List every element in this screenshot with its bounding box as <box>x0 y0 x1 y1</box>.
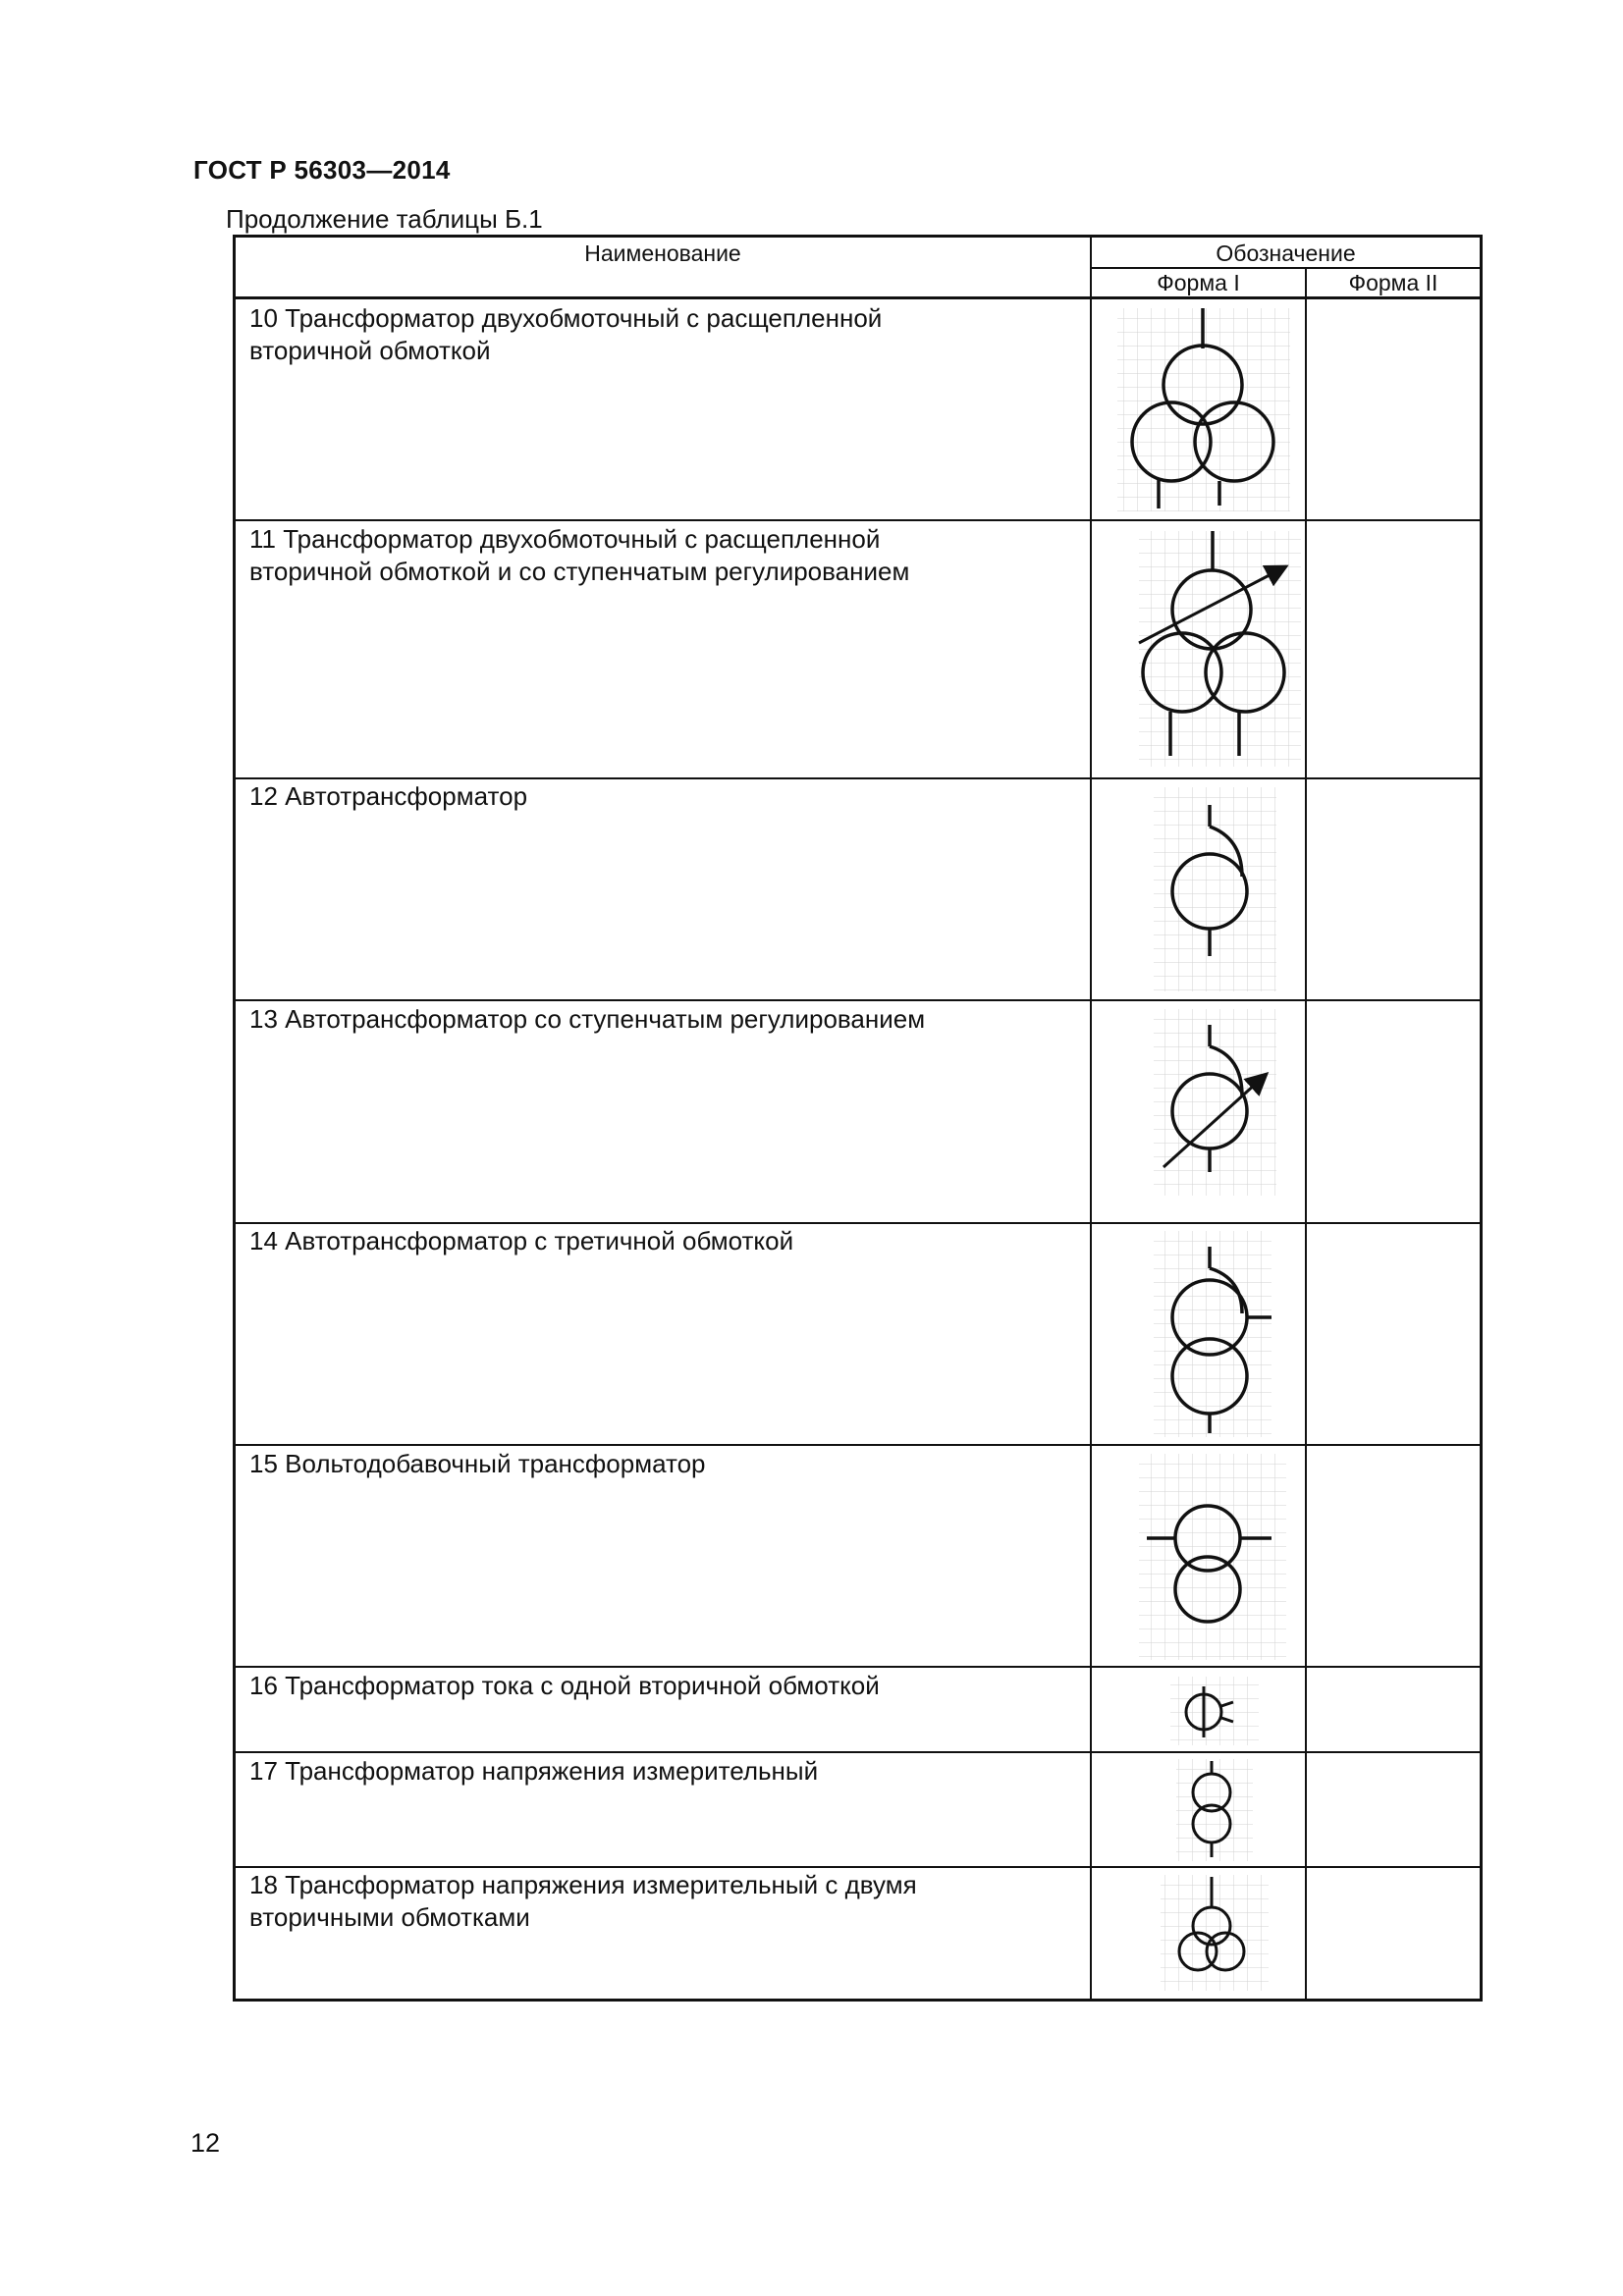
voltage-transformer-icon <box>1109 1755 1296 1865</box>
table-row-15-name <box>249 1448 706 1480</box>
row-name-line: вторичной обмоткой <box>249 336 491 365</box>
header-bottom-line <box>236 296 1480 299</box>
row-divider <box>236 1866 1480 1868</box>
column-header-name: Наименование <box>584 240 741 266</box>
row-name-line: вторичными обмотками <box>249 1902 530 1932</box>
column-header-form1: Форма I <box>1157 270 1240 295</box>
split-winding-transformer-tap-changing-icon <box>1109 525 1306 775</box>
table-row-10-name <box>249 302 882 367</box>
table-row-17-name <box>249 1755 818 1788</box>
row-name-line: вторичной обмоткой и со ступенчатым регулированием <box>249 557 910 586</box>
booster-transformer-icon <box>1109 1450 1296 1664</box>
table-row-16-name <box>249 1670 880 1702</box>
row-name-line: 10 Трансформатор двухобмоточный с расщепленной <box>249 303 883 333</box>
table-row-12-name <box>249 780 527 813</box>
row-name-line: 11 Трансформатор двухобмоточный с расщепленной <box>249 524 881 554</box>
row-name-line: 14 Автотрансформатор с третичной обмоткой <box>249 1226 794 1255</box>
autotransformer-tap-changing-icon <box>1109 1005 1296 1217</box>
row-name-line: 17 Трансформатор напряжения измерительный <box>249 1756 819 1786</box>
page-number: 12 <box>190 2128 221 2158</box>
row-divider <box>236 519 1480 521</box>
autotransformer-tertiary-winding-icon <box>1109 1227 1296 1441</box>
row-name-line: 15 Вольтодобавочный трансформатор <box>249 1449 706 1478</box>
document-title: ГОСТ Р 56303—2014 <box>193 155 451 185</box>
split-winding-transformer-icon <box>1109 304 1296 515</box>
table-row-11-name <box>249 523 909 588</box>
row-divider <box>236 1666 1480 1668</box>
row-divider <box>236 777 1480 779</box>
column-header-designation: Обозначение <box>1216 240 1356 266</box>
column-divider-name <box>1090 238 1092 1999</box>
row-name-line: 18 Трансформатор напряжения измерительный с двумя <box>249 1870 917 1899</box>
row-divider <box>236 1222 1480 1224</box>
row-divider <box>236 1444 1480 1446</box>
header-subline <box>1090 267 1483 269</box>
row-name-line: 12 Автотрансформатор <box>249 781 528 811</box>
table-row-18-name <box>249 1869 917 1934</box>
current-transformer-icon <box>1109 1671 1296 1749</box>
row-name-line: 13 Автотрансформатор со ступенчатым регулированием <box>249 1004 926 1034</box>
row-name-line: 16 Трансформатор тока с одной вторичной обмоткой <box>249 1671 880 1700</box>
voltage-transformer-two-secondary-icon <box>1109 1871 1296 1995</box>
autotransformer-icon <box>1109 783 1296 995</box>
row-divider <box>236 999 1480 1001</box>
table-caption: Продолжение таблицы Б.1 <box>226 204 543 234</box>
table-row-13-name <box>249 1003 925 1036</box>
symbols-table <box>233 235 1483 2002</box>
row-divider <box>236 1751 1480 1753</box>
table-row-14-name <box>249 1225 793 1257</box>
column-header-form2: Форма II <box>1348 270 1438 295</box>
